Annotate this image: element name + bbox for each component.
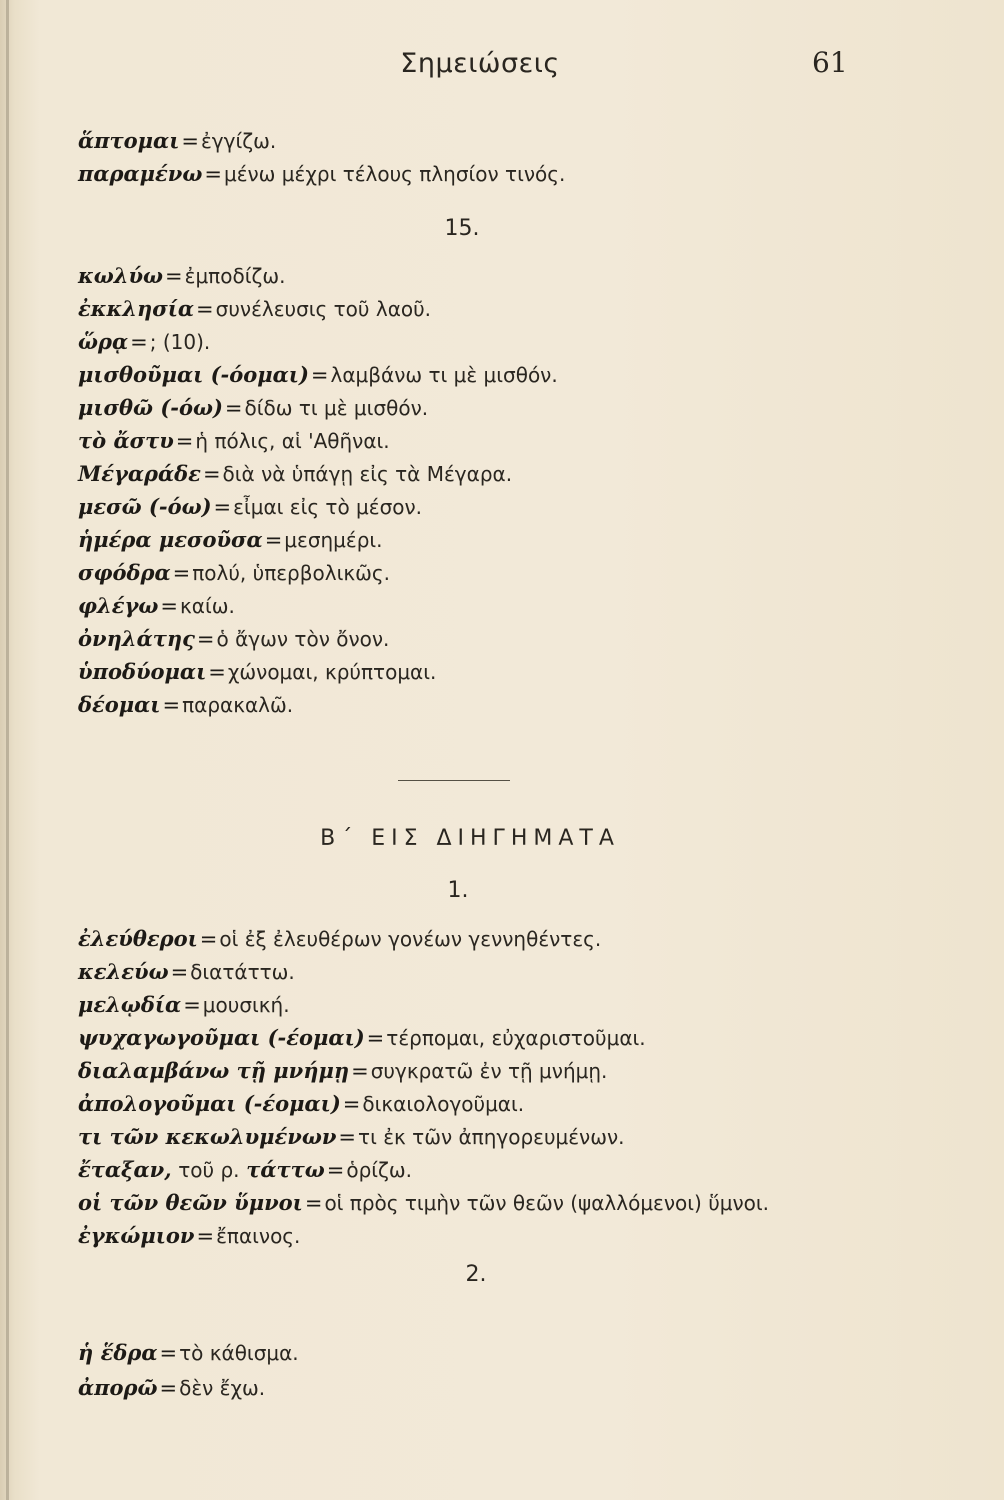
equals-sign: = xyxy=(170,960,189,984)
entry-gloss: οἱ πρὸς τιμὴν τῶν θεῶν (ψαλλόμενοι) ὕμνοι. xyxy=(324,1191,770,1215)
entry-gloss: πολύ, ὑπερβολικῶς. xyxy=(192,561,390,585)
glossary-entry xyxy=(78,494,422,520)
glossary-entry xyxy=(78,128,276,154)
equals-sign: = xyxy=(130,330,148,354)
glossary-entry xyxy=(78,560,390,586)
glossary-entry xyxy=(78,692,293,718)
glossary-entry xyxy=(78,296,431,322)
equals-sign: = xyxy=(326,1158,345,1182)
equals-sign: = xyxy=(351,1059,369,1083)
glossary-entry xyxy=(78,395,428,421)
entry-term: κελεύω xyxy=(78,959,169,984)
glossary-entry xyxy=(78,329,210,355)
entry-term: οἱ τῶν θεῶν ὕμνοι xyxy=(78,1190,303,1215)
equals-sign: = xyxy=(342,1092,361,1116)
entry-term: κωλύω xyxy=(78,263,164,288)
equals-sign: = xyxy=(366,1026,385,1050)
glossary-entry xyxy=(78,1025,646,1051)
entry-term: ἐλεύθεροι xyxy=(78,926,198,951)
entry-gloss: οἱ ἐξ ἐλευθέρων γονέων γεννηθέντες. xyxy=(219,927,602,951)
equals-sign: = xyxy=(338,1125,357,1149)
entry-term: ἅπτομαι xyxy=(78,128,180,153)
entry-term: ψυχαγωγοῦμαι (-έομαι) xyxy=(78,1025,365,1050)
entry-gloss: ἔπαινος. xyxy=(216,1224,301,1248)
equals-sign: = xyxy=(208,660,226,684)
entry-term-secondary: τάττω xyxy=(246,1157,325,1182)
equals-sign: = xyxy=(159,1376,178,1400)
glossary-entry xyxy=(78,461,512,487)
equals-sign: = xyxy=(165,264,183,288)
glossary-entry xyxy=(78,1190,769,1216)
entry-term: ἀπολογοῦμαι (-έομαι) xyxy=(78,1091,341,1116)
equals-sign: = xyxy=(224,396,243,420)
entry-term: ἔταξαν, xyxy=(78,1157,172,1182)
glossary-entry xyxy=(78,1091,524,1117)
entry-mid-text: τοῦ ρ. xyxy=(178,1158,240,1182)
entry-gloss: μουσική. xyxy=(202,993,290,1017)
glossary-entry xyxy=(78,1340,299,1366)
equals-sign: = xyxy=(199,927,218,951)
equals-sign: = xyxy=(159,1341,178,1365)
glossary-entry xyxy=(78,428,390,454)
entry-gloss: παρακαλῶ. xyxy=(182,693,294,717)
entry-term: τὸ ἄστυ xyxy=(78,428,174,453)
page-number: 61 xyxy=(812,46,848,79)
entry-term: δέομαι xyxy=(78,692,161,717)
section-divider xyxy=(398,780,510,781)
entry-gloss: συγκρατῶ ἐν τῇ μνήμῃ. xyxy=(370,1059,608,1083)
entry-term: Μέγαράδε xyxy=(78,461,201,486)
entry-gloss: ὁ ἄγων τὸν ὄνον. xyxy=(216,627,390,651)
equals-sign: = xyxy=(202,462,221,486)
entry-gloss: τέρπομαι, εὐχαριστοῦμαι. xyxy=(386,1026,646,1050)
entry-term: ὀνηλάτης xyxy=(78,626,195,651)
entry-term: φλέγω xyxy=(78,593,159,618)
entry-gloss: καίω. xyxy=(179,594,235,618)
glossary-entry xyxy=(78,926,601,952)
entry-term: παραμένω xyxy=(78,161,203,186)
entry-gloss: τι ἐκ τῶν ἀπηγορευμένων. xyxy=(358,1125,625,1149)
entry-gloss: λαμβάνω τι μὲ μισθόν. xyxy=(330,363,558,387)
equals-sign: = xyxy=(196,627,215,651)
entry-gloss: μένω μέχρι τέλους πλησίον τινός. xyxy=(223,162,566,186)
equals-sign: = xyxy=(196,1224,215,1248)
equals-sign: = xyxy=(213,495,232,519)
story-number: 1. xyxy=(447,878,469,903)
entry-term: ἐγκώμιον xyxy=(78,1223,195,1248)
entry-term: ἀπορῶ xyxy=(78,1375,158,1400)
entry-term: ὥρᾳ xyxy=(78,329,129,354)
glossary-entry xyxy=(78,659,436,685)
glossary-entry xyxy=(78,1058,607,1084)
glossary-entry xyxy=(78,1223,300,1249)
entry-gloss: ὁρίζω. xyxy=(346,1158,413,1182)
glossary-entry xyxy=(78,959,295,985)
entry-gloss: μεσημέρι. xyxy=(284,528,383,552)
glossary-entry xyxy=(78,626,389,652)
equals-sign: = xyxy=(162,693,181,717)
page-spine-shadow xyxy=(6,0,9,1500)
entry-gloss: συνέλευσις τοῦ λαοῦ. xyxy=(215,297,432,321)
equals-sign: = xyxy=(304,1191,323,1215)
entry-gloss: ἡ πόλις, αἱ 'Αθῆναι. xyxy=(195,429,390,453)
equals-sign: = xyxy=(196,297,214,321)
entry-gloss: δὲν ἔχω. xyxy=(179,1376,266,1400)
equals-sign: = xyxy=(160,594,178,618)
equals-sign: = xyxy=(172,561,191,585)
glossary-entry xyxy=(78,362,558,388)
glossary-entry xyxy=(78,527,383,553)
entry-gloss: ; (10). xyxy=(149,330,211,354)
equals-sign: = xyxy=(175,429,194,453)
glossary-entry xyxy=(78,1124,625,1150)
story-number: 2. xyxy=(465,1262,487,1287)
entry-gloss: ἐμποδίζω. xyxy=(184,264,286,288)
equals-sign: = xyxy=(264,528,283,552)
glossary-entry xyxy=(78,1375,265,1401)
glossary-entry xyxy=(78,161,565,187)
section-number: 15. xyxy=(444,216,480,241)
entry-term: ἡ ἕδρα xyxy=(78,1340,158,1365)
equals-sign: = xyxy=(183,993,201,1017)
entry-gloss: χώνομαι, κρύπτομαι. xyxy=(227,660,437,684)
entry-term: ἡμέρα μεσοῦσα xyxy=(78,527,263,552)
equals-sign: = xyxy=(181,129,199,153)
entry-term: ὑποδύομαι xyxy=(78,659,207,684)
entry-gloss: δικαιολογοῦμαι. xyxy=(362,1092,525,1116)
running-title: Σημειώσεις xyxy=(400,48,560,79)
entry-gloss: δίδω τι μὲ μισθόν. xyxy=(244,396,429,420)
glossary-entry xyxy=(78,593,235,619)
entry-term: διαλαμβάνω τῇ μνήμῃ xyxy=(78,1058,350,1083)
entry-gloss: διατάττω. xyxy=(190,960,295,984)
equals-sign: = xyxy=(204,162,222,186)
section-heading: Β΄ ΕΙΣ ΔΙΗΓΗΜΑΤΑ xyxy=(320,826,620,851)
entry-gloss: διὰ νὰ ὑπάγῃ εἰς τὰ Μέγαρα. xyxy=(222,462,513,486)
entry-term: μελῳδία xyxy=(78,992,182,1017)
entry-gloss: εἶμαι εἰς τὸ μέσον. xyxy=(233,495,423,519)
entry-term: σφόδρα xyxy=(78,560,171,585)
glossary-entry xyxy=(78,263,285,289)
glossary-entry xyxy=(78,1157,412,1183)
entry-term: μισθοῦμαι (-όομαι) xyxy=(78,362,309,387)
entry-term: τι τῶν κεκωλυμένων xyxy=(78,1124,337,1149)
equals-sign: = xyxy=(310,363,329,387)
entry-gloss: ἐγγίζω. xyxy=(200,129,277,153)
entry-term: μισθῶ (-όω) xyxy=(78,395,223,420)
entry-term: μεσῶ (-όω) xyxy=(78,494,212,519)
entry-gloss: τὸ κάθισμα. xyxy=(179,1341,299,1365)
glossary-entry xyxy=(78,992,290,1018)
entry-term: ἐκκλησία xyxy=(78,296,195,321)
